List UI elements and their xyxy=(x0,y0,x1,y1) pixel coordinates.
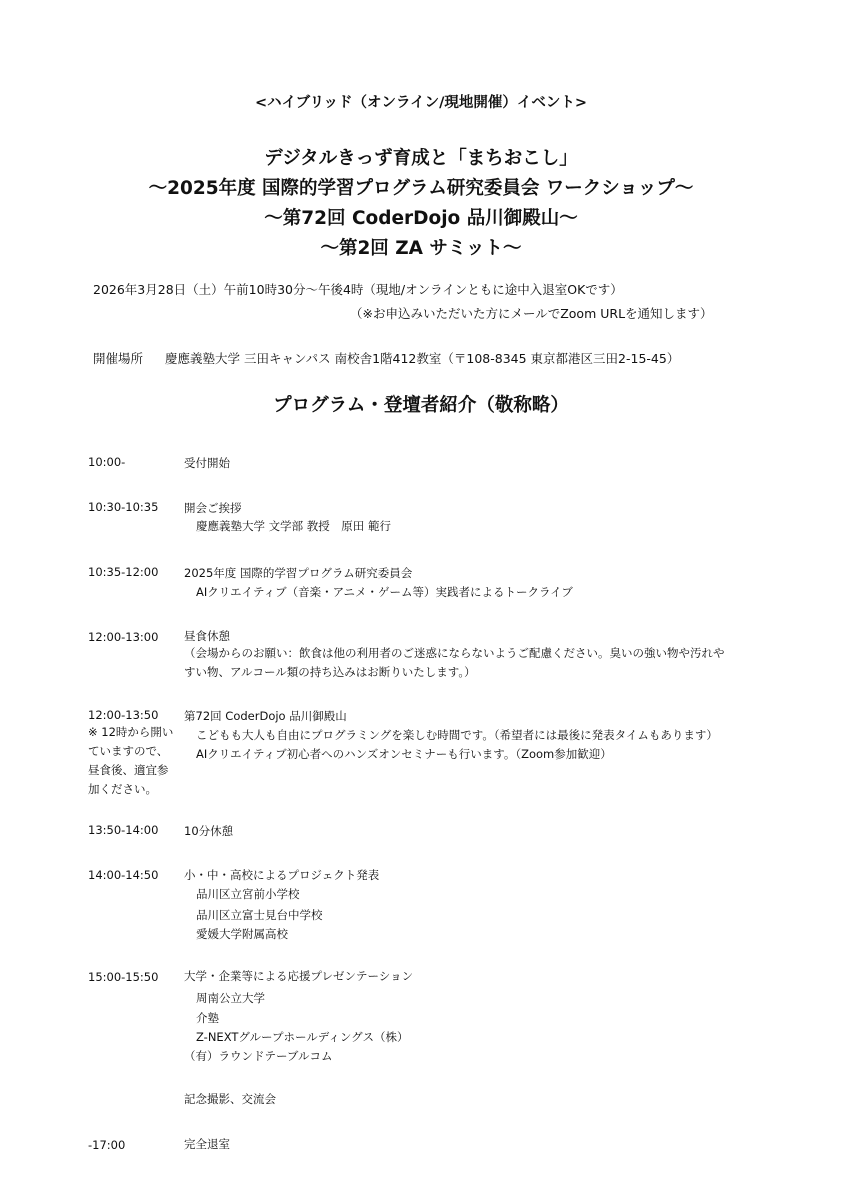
side-note-line: ていますので、 xyxy=(88,744,169,758)
program-title: 受付開始 xyxy=(184,456,230,470)
program-time: 10:35-12:00 xyxy=(88,565,159,579)
program-detail: （有）ラウンドテーブルコム xyxy=(184,1049,333,1063)
program-title: 小・中・高校によるプロジェクト発表 xyxy=(184,868,380,882)
program-title: 第72回 CoderDojo 品川御殿山 xyxy=(184,709,347,723)
title-line-1: デジタルきっず育成と「まちおこし」 xyxy=(264,148,578,169)
program-time: 13:50-14:00 xyxy=(88,823,159,837)
side-note xyxy=(88,723,173,799)
program-title: 10分休憩 xyxy=(184,824,234,838)
program-detail: 介塾 xyxy=(196,1011,219,1025)
program-detail: AIクリエイティブ初心者へのハンズオンセミナーも行います。（Zoom参加歓迎） xyxy=(196,747,612,761)
program-title: 完全退室 xyxy=(184,1137,230,1151)
program-time: -17:00 xyxy=(88,1138,126,1152)
program-detail: （会場からのお願い：飲食は他の利用者のご迷惑にならないようご配慮ください。臭いの強い物や汚れや xyxy=(184,646,725,660)
side-note-line: 昼食後、適宜参 xyxy=(88,763,169,777)
program-time: 14:00-14:50 xyxy=(88,868,159,882)
side-note-line: 加ください。 xyxy=(88,782,157,796)
program-title: 大学・企業等による応援プレゼンテーション xyxy=(184,969,414,983)
venue-address: 慶應義塾大学 三田キャンパス 南校舎1階412教室（〒108-8345 東京都港区三田2-15-45） xyxy=(165,351,680,366)
program-detail: 慶應義塾大学 文学部 教授 原田 範行 xyxy=(196,519,391,533)
zoom-note: （※お申込みいただいた方にメールでZoom URLを通知します） xyxy=(350,306,713,321)
side-note-line: ※ 12時から開い xyxy=(88,725,174,739)
program-detail: すい物、アルコール類の持ち込みはお断りいたします。） xyxy=(184,665,476,679)
program-time: 10:00- xyxy=(88,455,126,469)
program-time: 15:00-15:50 xyxy=(88,970,159,984)
program-title: 昼食休憩 xyxy=(184,629,230,643)
program-detail: Z-NEXTグループホールディングス（株） xyxy=(196,1030,409,1044)
program-heading: プログラム・登壇者紹介（敬称略） xyxy=(273,395,569,416)
program-detail: 周南公立大学 xyxy=(196,991,265,1005)
title-line-4: 〜第2回 ZA サミット〜 xyxy=(320,238,522,259)
program-time: 12:00-13:50 xyxy=(88,708,159,722)
program-detail: こどもも大人も自由にプログラミングを楽しむ時間です。（希望者には最後に発表タイムもあります） xyxy=(196,728,718,742)
title-line-2: 〜2025年度 国際的学習プログラム研究委員会 ワークショップ〜 xyxy=(148,178,694,199)
program-time: 10:30-10:35 xyxy=(88,500,159,514)
program-detail: 品川区立富士見台中学校 xyxy=(196,908,323,922)
program-detail: 品川区立宮前小学校 xyxy=(196,887,300,901)
program-title: 記念撮影、交流会 xyxy=(184,1092,276,1106)
event-type-label: <ハイブリッド（オンライン/現地開催）イベント> xyxy=(254,95,588,111)
event-datetime: 2026年3月28日（土）午前10時30分〜午後4時（現地/オンラインともに途中入退室OKです） xyxy=(93,282,623,297)
program-time: 12:00-13:00 xyxy=(88,630,159,644)
venue-label: 開催場所 xyxy=(93,351,144,366)
program-title: 2025年度 国際的学習プログラム研究委員会 xyxy=(184,566,413,580)
title-line-3: 〜第72回 CoderDojo 品川御殿山〜 xyxy=(264,208,578,229)
program-detail: 愛媛大学附属高校 xyxy=(196,927,288,941)
program-title: 開会ご挨拶 xyxy=(184,501,242,515)
program-detail: AIクリエイティブ（音楽・アニメ・ゲーム等）実践者によるトークライブ xyxy=(196,585,573,599)
